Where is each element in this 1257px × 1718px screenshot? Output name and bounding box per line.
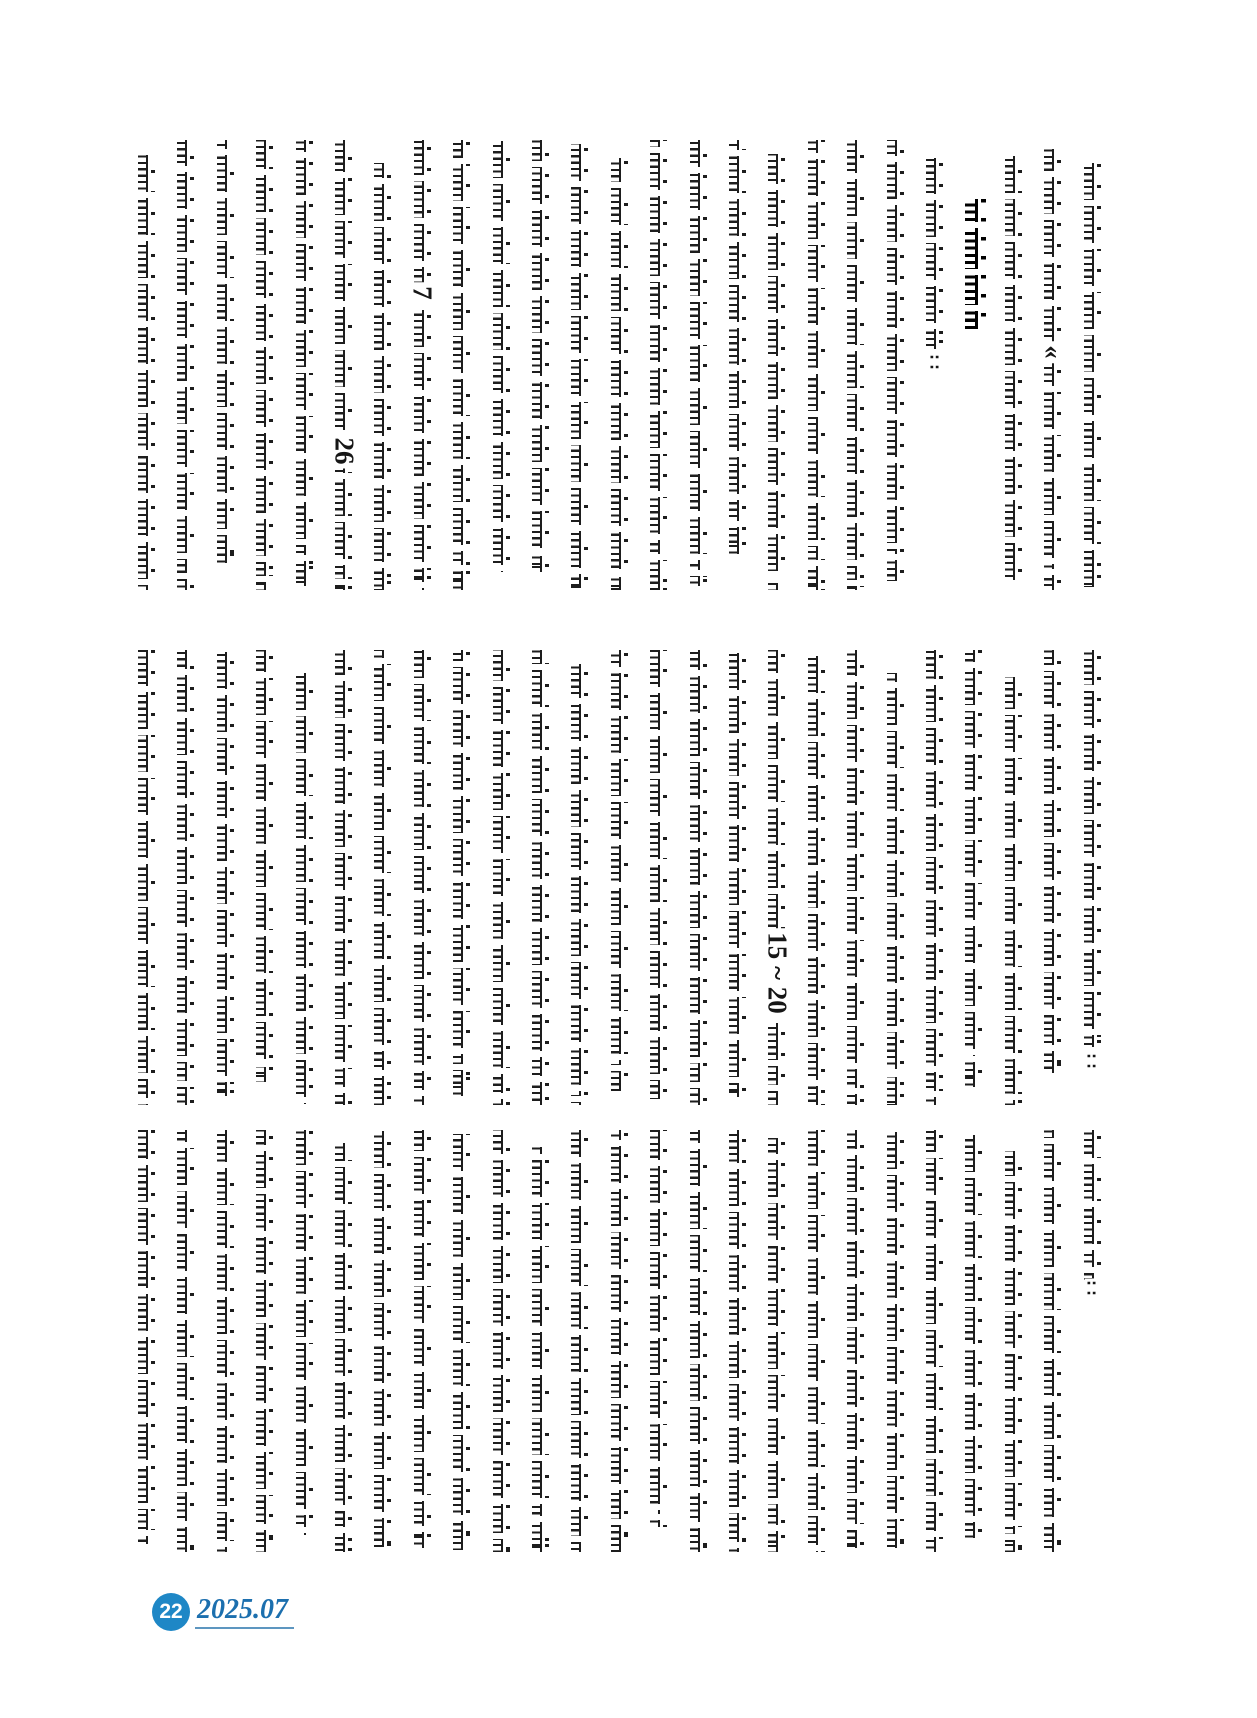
script-column	[729, 140, 746, 554]
script-column	[808, 1130, 825, 1552]
script-column	[571, 1130, 588, 1552]
script-column	[690, 1130, 707, 1552]
script-column	[453, 140, 470, 590]
script-column	[453, 1130, 470, 1552]
script-column	[965, 650, 982, 1087]
script-column	[847, 650, 864, 1105]
inline-numeral: 26	[329, 433, 358, 468]
script-column	[847, 1130, 864, 1548]
script-column	[329, 140, 359, 590]
script-column	[1083, 1130, 1102, 1299]
script-column	[493, 1130, 510, 1552]
script-column	[177, 1130, 194, 1552]
text-band-middle	[138, 650, 1123, 1105]
script-column	[1038, 149, 1069, 590]
script-column	[611, 1130, 628, 1552]
script-column	[217, 650, 234, 1100]
script-column	[532, 650, 549, 1105]
script-column	[926, 158, 944, 373]
script-column	[611, 650, 628, 1091]
script-column	[138, 650, 155, 1105]
issue-date: 2025.07	[195, 1596, 294, 1629]
script-column	[808, 650, 825, 1105]
script-column	[296, 668, 313, 1105]
script-column	[926, 650, 943, 1105]
script-column	[729, 650, 746, 1100]
script-column	[611, 158, 628, 590]
script-column	[650, 650, 667, 1105]
script-column	[768, 154, 785, 591]
script-column	[1005, 677, 1022, 1105]
script-column	[650, 1130, 667, 1527]
script-column	[1005, 154, 1022, 591]
script-column	[407, 140, 438, 590]
script-column	[532, 140, 549, 572]
script-column	[926, 1130, 943, 1552]
paragraph-end-punctuation: ::	[1083, 1051, 1102, 1072]
script-column	[414, 650, 431, 1105]
paragraph-end-punctuation: ::	[926, 352, 944, 373]
script-column	[335, 650, 352, 1105]
script-column	[177, 140, 194, 590]
script-column	[887, 140, 904, 581]
script-column	[887, 1130, 904, 1552]
script-column	[1005, 1151, 1022, 1552]
script-column	[256, 1130, 273, 1552]
script-column	[177, 650, 194, 1105]
script-column	[532, 1147, 549, 1552]
script-column	[1044, 650, 1061, 1073]
script-column	[335, 1143, 352, 1552]
script-column	[965, 1130, 982, 1539]
section-heading-column	[965, 199, 986, 330]
text-band-top	[138, 140, 1123, 590]
script-column	[138, 149, 155, 590]
script-column	[1044, 1130, 1061, 1552]
inline-numeral: «	[1038, 341, 1067, 363]
script-column	[296, 1130, 313, 1535]
script-column	[650, 140, 667, 590]
script-column	[374, 1130, 391, 1552]
script-column	[138, 1130, 155, 1544]
script-column	[453, 650, 470, 1096]
script-column	[808, 140, 825, 590]
script-column	[256, 140, 273, 590]
script-column	[493, 650, 510, 1105]
script-column	[847, 140, 864, 590]
script-column	[690, 650, 707, 1105]
script-column	[571, 140, 588, 590]
inline-numeral: 7	[408, 282, 437, 304]
script-column	[256, 650, 273, 1082]
script-column	[374, 163, 391, 591]
page-number-badge: 22	[152, 1593, 190, 1631]
script-column	[493, 140, 510, 577]
script-column	[414, 1130, 431, 1548]
script-column	[571, 664, 588, 1105]
script-column	[374, 650, 391, 1105]
script-column	[690, 140, 707, 586]
text-band-bottom	[138, 1130, 1123, 1552]
script-column	[217, 140, 234, 563]
paragraph-end-punctuation: ::	[1083, 1278, 1102, 1299]
script-column	[729, 1130, 746, 1552]
script-column	[768, 1138, 785, 1552]
script-column	[887, 673, 904, 1105]
script-column	[762, 650, 793, 1105]
script-column	[217, 1130, 234, 1552]
inline-numeral: 15 ~ 20	[762, 928, 791, 1018]
script-column	[1084, 158, 1101, 590]
script-column	[296, 140, 313, 586]
page-footer	[152, 1590, 294, 1634]
script-column	[1083, 650, 1102, 1072]
